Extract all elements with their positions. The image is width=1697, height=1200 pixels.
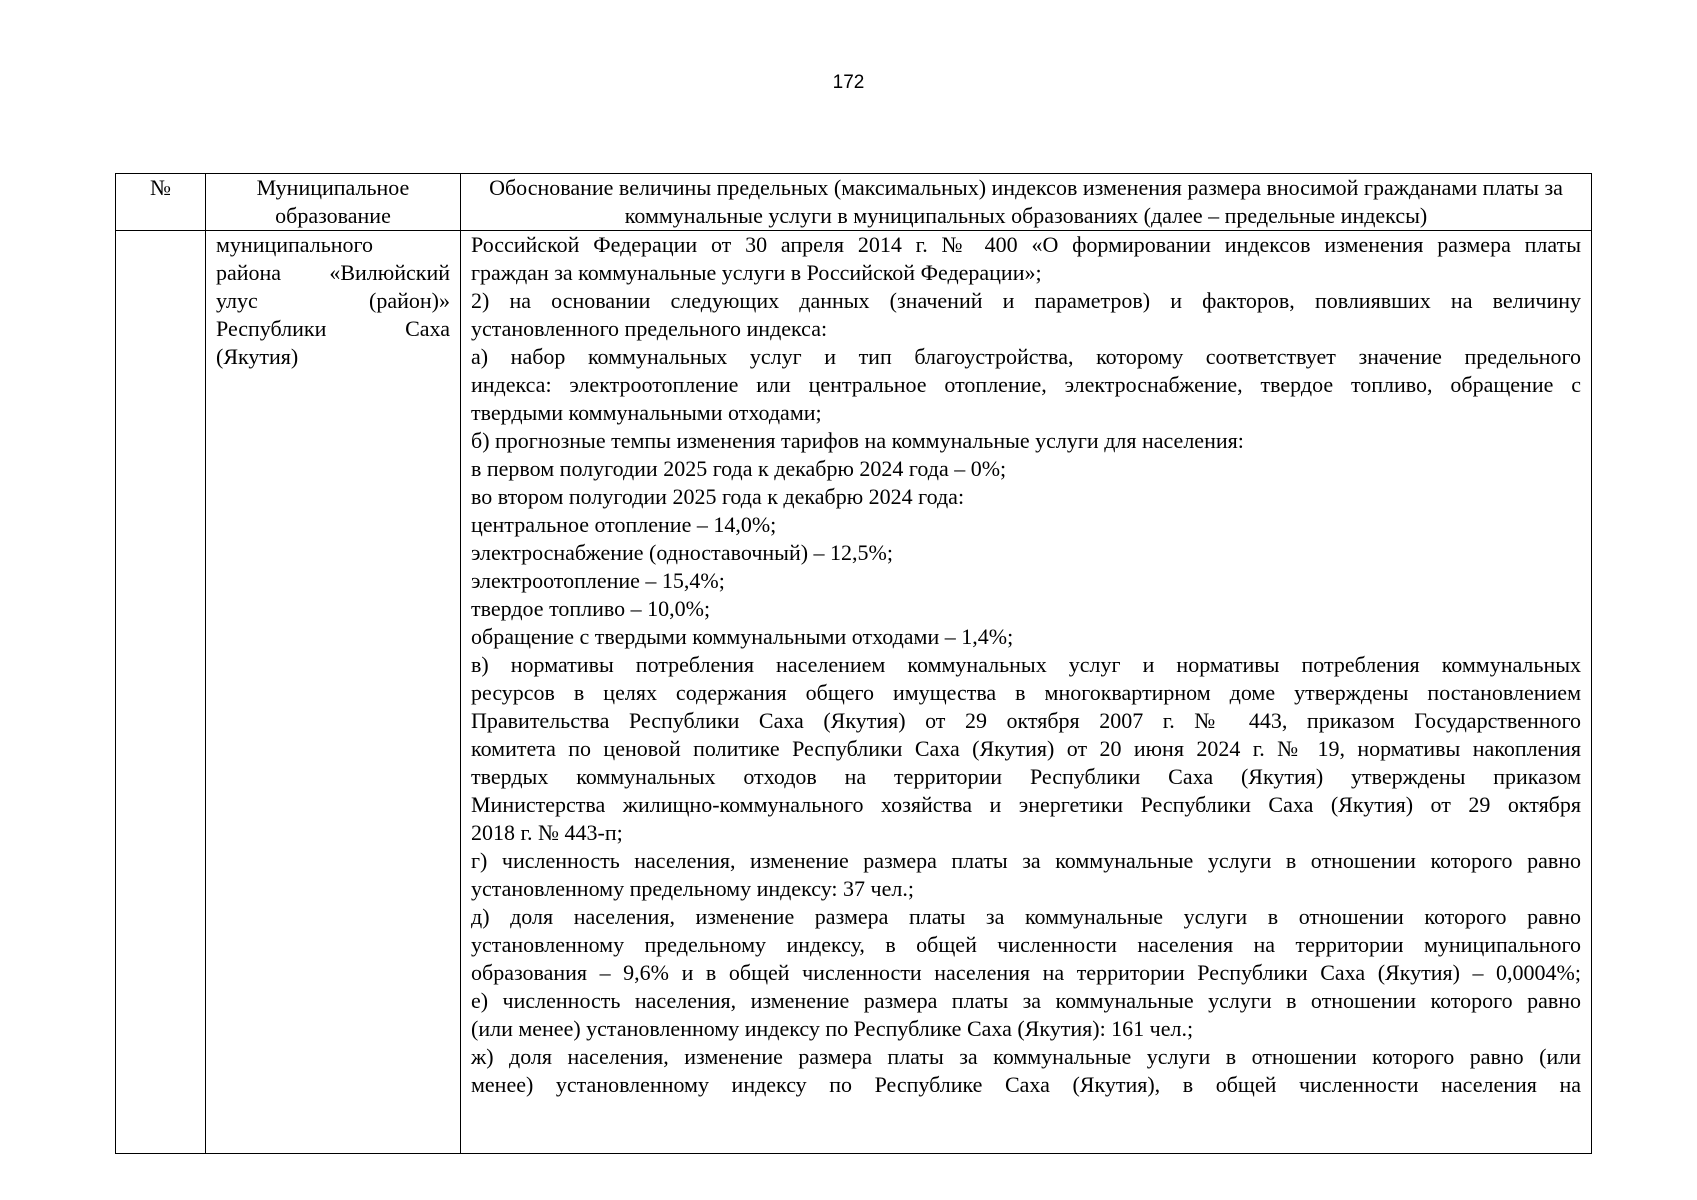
justification-line: обращение с твердыми коммунальными отходами – 1,4%; xyxy=(471,624,1014,649)
justification-line: индекса: электроотопление или центральное отопление, электроснабжение, твердое топливо, обращение с xyxy=(471,372,1581,397)
justification-line: в первом полугодии 2025 года к декабрю 2024 года – 0%; xyxy=(471,456,1007,481)
justification-line: ресурсов в целях содержания общего имущества в многоквартирном доме утверждены постановлением xyxy=(471,680,1581,705)
cell-municipality xyxy=(206,231,461,1154)
justification-line: твердое топливо – 10,0%; xyxy=(471,596,711,621)
justification-line: (или менее) установленному индексу по Республике Саха (Якутия): 161 чел.; xyxy=(471,1016,1194,1041)
justification-line: г) численность населения, изменение размера платы за коммунальные услуги в отношении которого равно xyxy=(471,848,1581,873)
justification-line: твердых коммунальных отходов на территории Республики Саха (Якутия) утверждены приказом xyxy=(471,764,1581,789)
header-justification: Обоснование величины предельных (максимальных) индексов изменения размера вносимой гражданами платы за коммунальные услуги в муниципальных образованиях (далее – предельные индексы) xyxy=(461,174,1592,231)
justification-line: центральное отопление – 14,0%; xyxy=(471,512,777,537)
justification-line: Министерства жилищно-коммунального хозяйства и энергетики Республики Саха (Якутия) от 29 октября xyxy=(471,792,1581,817)
municipality-line: муниципального xyxy=(216,232,374,257)
page-number: 172 xyxy=(832,72,865,93)
justification-line: электроотопление – 15,4%; xyxy=(471,568,725,593)
justification-line: электроснабжение (одноставочный) – 12,5%; xyxy=(471,540,893,565)
justification-line: граждан за коммунальные услуги в Российской Федерации»; xyxy=(471,260,1042,285)
municipality-line: (Якутия) xyxy=(216,344,299,369)
justification-line: твердыми коммунальными отходами; xyxy=(471,400,822,425)
justification-line: установленному предельному индексу: 37 чел.; xyxy=(471,876,914,901)
header-num: № xyxy=(116,174,206,231)
justification-line: образования – 9,6% и в общей численности населения на территории Республики Саха (Якутия) – 0,0004%; xyxy=(471,960,1581,985)
justification-line: д) доля населения, изменение размера платы за коммунальные услуги в отношении которого равно xyxy=(471,904,1581,929)
header-municipality: Муниципальное образование xyxy=(206,174,461,231)
justification-line: менее) установленному индексу по Республике Саха (Якутия), в общей численности населения на xyxy=(471,1072,1581,1097)
justification-line: а) набор коммунальных услуг и тип благоустройства, которому соответствует значение предельного xyxy=(471,344,1581,369)
justification-line: комитета по ценовой политике Республики Саха (Якутия) от 20 июня 2024 г. № 19, нормативы накопления xyxy=(471,736,1581,761)
municipality-line: Республики Саха xyxy=(216,316,450,341)
justification-line: установленному предельному индексу, в общей численности населения на территории муниципального xyxy=(471,932,1581,957)
cell-num xyxy=(116,231,206,1154)
justification-line: 2018 г. № 443-п; xyxy=(471,820,623,845)
municipality-line: улус (район)» xyxy=(216,288,450,313)
justification-line: Правительства Республики Саха (Якутия) от 29 октября 2007 г. № 443, приказом Государственного xyxy=(471,708,1581,733)
justification-line: в) нормативы потребления населением коммунальных услуг и нормативы потребления коммунальных xyxy=(471,652,1581,677)
justification-line: ж) доля населения, изменение размера платы за коммунальные услуги в отношении которого равно (или xyxy=(471,1044,1581,1069)
justification-line: 2) на основании следующих данных (значений и параметров) и факторов, повлиявших на величину xyxy=(471,288,1581,313)
justification-line: Российской Федерации от 30 апреля 2014 г. № 400 «О формировании индексов изменения размера платы xyxy=(471,232,1581,257)
justification-line: б) прогнозные темпы изменения тарифов на коммунальные услуги для населения: xyxy=(471,428,1244,453)
indices-table xyxy=(115,173,1592,1154)
cell-justification xyxy=(461,231,1592,1154)
justification-line: е) численность населения, изменение размера платы за коммунальные услуги в отношении которого равно xyxy=(471,988,1581,1013)
justification-line: установленного предельного индекса: xyxy=(471,316,828,341)
table-row xyxy=(116,231,1592,1154)
municipality-line: района «Вилюйский xyxy=(216,260,450,285)
justification-line: во втором полугодии 2025 года к декабрю 2024 года: xyxy=(471,484,965,509)
table-header-row xyxy=(116,174,1592,231)
